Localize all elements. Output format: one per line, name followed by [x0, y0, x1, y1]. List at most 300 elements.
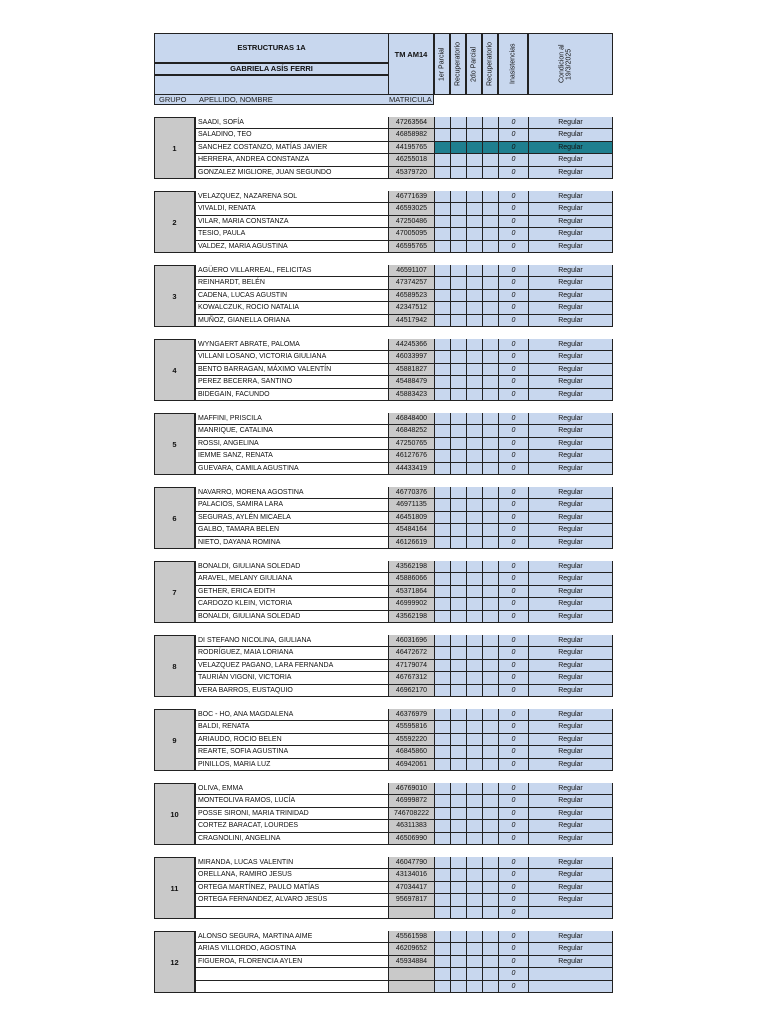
student-row[interactable] — [195, 882, 613, 894]
grade-recuperatorio-2[interactable] — [482, 203, 498, 215]
grade-parcial-2[interactable] — [466, 265, 482, 277]
grade-recuperatorio-1[interactable] — [450, 968, 466, 980]
grade-recuperatorio-1[interactable] — [450, 709, 466, 721]
grade-recuperatorio-2[interactable] — [482, 943, 498, 955]
student-row[interactable] — [195, 315, 613, 327]
grade-recuperatorio-2[interactable] — [482, 721, 498, 733]
student-row[interactable] — [195, 389, 613, 401]
grade-recuperatorio-1[interactable] — [450, 203, 466, 215]
grade-parcial-1[interactable] — [434, 956, 450, 968]
grade-recuperatorio-2[interactable] — [482, 746, 498, 758]
grade-recuperatorio-2[interactable] — [482, 611, 498, 623]
grade-parcial-2[interactable] — [466, 203, 482, 215]
grade-recuperatorio-1[interactable] — [450, 315, 466, 327]
grade-recuperatorio-2[interactable] — [482, 537, 498, 549]
grade-recuperatorio-1[interactable] — [450, 499, 466, 511]
grade-recuperatorio-2[interactable] — [482, 808, 498, 820]
grade-parcial-1[interactable] — [434, 216, 450, 228]
grade-parcial-1[interactable] — [434, 438, 450, 450]
grade-parcial-1[interactable] — [434, 487, 450, 499]
student-row[interactable] — [195, 869, 613, 881]
grade-recuperatorio-2[interactable] — [482, 894, 498, 906]
student-row[interactable] — [195, 586, 613, 598]
grade-parcial-2[interactable] — [466, 857, 482, 869]
student-row[interactable] — [195, 685, 613, 697]
grade-parcial-2[interactable] — [466, 586, 482, 598]
student-row[interactable] — [195, 956, 613, 968]
grade-parcial-1[interactable] — [434, 154, 450, 166]
grade-parcial-1[interactable] — [434, 339, 450, 351]
student-row[interactable] — [195, 598, 613, 610]
grade-recuperatorio-1[interactable] — [450, 290, 466, 302]
grade-recuperatorio-1[interactable] — [450, 450, 466, 462]
grade-parcial-2[interactable] — [466, 833, 482, 845]
grade-parcial-2[interactable] — [466, 351, 482, 363]
grade-parcial-1[interactable] — [434, 907, 450, 919]
student-row[interactable] — [195, 894, 613, 906]
grade-recuperatorio-2[interactable] — [482, 302, 498, 314]
grade-parcial-2[interactable] — [466, 537, 482, 549]
grade-recuperatorio-1[interactable] — [450, 216, 466, 228]
grade-recuperatorio-2[interactable] — [482, 290, 498, 302]
student-row[interactable] — [195, 228, 613, 240]
grade-recuperatorio-1[interactable] — [450, 672, 466, 684]
grade-parcial-2[interactable] — [466, 820, 482, 832]
grade-recuperatorio-1[interactable] — [450, 685, 466, 697]
grade-recuperatorio-2[interactable] — [482, 191, 498, 203]
student-row[interactable] — [195, 647, 613, 659]
grade-recuperatorio-2[interactable] — [482, 315, 498, 327]
grade-parcial-2[interactable] — [466, 228, 482, 240]
grade-recuperatorio-2[interactable] — [482, 167, 498, 179]
student-row[interactable] — [195, 537, 613, 549]
grade-parcial-1[interactable] — [434, 709, 450, 721]
grade-recuperatorio-1[interactable] — [450, 808, 466, 820]
grade-parcial-2[interactable] — [466, 438, 482, 450]
grade-parcial-1[interactable] — [434, 647, 450, 659]
grade-recuperatorio-1[interactable] — [450, 833, 466, 845]
grade-parcial-2[interactable] — [466, 795, 482, 807]
grade-recuperatorio-1[interactable] — [450, 783, 466, 795]
student-row[interactable] — [195, 512, 613, 524]
grade-recuperatorio-2[interactable] — [482, 216, 498, 228]
grade-recuperatorio-1[interactable] — [450, 425, 466, 437]
grade-recuperatorio-1[interactable] — [450, 647, 466, 659]
grade-parcial-1[interactable] — [434, 882, 450, 894]
student-row[interactable] — [195, 487, 613, 499]
grade-parcial-1[interactable] — [434, 228, 450, 240]
grade-parcial-1[interactable] — [434, 611, 450, 623]
grade-parcial-1[interactable] — [434, 376, 450, 388]
student-row[interactable] — [195, 413, 613, 425]
grade-recuperatorio-2[interactable] — [482, 635, 498, 647]
grade-recuperatorio-2[interactable] — [482, 154, 498, 166]
grade-parcial-2[interactable] — [466, 869, 482, 881]
grade-recuperatorio-1[interactable] — [450, 463, 466, 475]
grade-recuperatorio-2[interactable] — [482, 795, 498, 807]
student-row[interactable] — [195, 907, 613, 919]
grade-parcial-2[interactable] — [466, 499, 482, 511]
grade-parcial-1[interactable] — [434, 808, 450, 820]
grade-recuperatorio-2[interactable] — [482, 524, 498, 536]
student-row[interactable] — [195, 573, 613, 585]
grade-recuperatorio-2[interactable] — [482, 598, 498, 610]
grade-parcial-2[interactable] — [466, 339, 482, 351]
student-row[interactable] — [195, 931, 613, 943]
grade-recuperatorio-2[interactable] — [482, 142, 498, 154]
grade-parcial-2[interactable] — [466, 709, 482, 721]
grade-recuperatorio-1[interactable] — [450, 734, 466, 746]
grade-parcial-1[interactable] — [434, 598, 450, 610]
grade-parcial-2[interactable] — [466, 302, 482, 314]
grade-recuperatorio-1[interactable] — [450, 907, 466, 919]
grade-recuperatorio-2[interactable] — [482, 981, 498, 993]
grade-recuperatorio-1[interactable] — [450, 364, 466, 376]
student-row[interactable] — [195, 709, 613, 721]
grade-recuperatorio-1[interactable] — [450, 611, 466, 623]
student-row[interactable] — [195, 142, 613, 154]
grade-parcial-1[interactable] — [434, 351, 450, 363]
grade-recuperatorio-2[interactable] — [482, 129, 498, 141]
grade-recuperatorio-1[interactable] — [450, 228, 466, 240]
grade-recuperatorio-2[interactable] — [482, 450, 498, 462]
grade-parcial-1[interactable] — [434, 463, 450, 475]
grade-recuperatorio-2[interactable] — [482, 647, 498, 659]
student-row[interactable] — [195, 981, 613, 993]
grade-parcial-2[interactable] — [466, 241, 482, 253]
student-row[interactable] — [195, 857, 613, 869]
grade-recuperatorio-2[interactable] — [482, 364, 498, 376]
student-row[interactable] — [195, 759, 613, 771]
grade-recuperatorio-1[interactable] — [450, 981, 466, 993]
grade-recuperatorio-1[interactable] — [450, 561, 466, 573]
grade-parcial-1[interactable] — [434, 512, 450, 524]
grade-recuperatorio-2[interactable] — [482, 425, 498, 437]
grade-recuperatorio-1[interactable] — [450, 586, 466, 598]
grade-parcial-2[interactable] — [466, 660, 482, 672]
grade-parcial-2[interactable] — [466, 524, 482, 536]
grade-parcial-2[interactable] — [466, 167, 482, 179]
grade-parcial-2[interactable] — [466, 376, 482, 388]
grade-recuperatorio-1[interactable] — [450, 795, 466, 807]
student-row[interactable] — [195, 290, 613, 302]
grade-parcial-2[interactable] — [466, 413, 482, 425]
grade-parcial-2[interactable] — [466, 882, 482, 894]
student-row[interactable] — [195, 783, 613, 795]
grade-parcial-1[interactable] — [434, 117, 450, 129]
grade-recuperatorio-2[interactable] — [482, 241, 498, 253]
grade-recuperatorio-1[interactable] — [450, 154, 466, 166]
grade-parcial-1[interactable] — [434, 499, 450, 511]
student-row[interactable] — [195, 167, 613, 179]
grade-recuperatorio-1[interactable] — [450, 869, 466, 881]
grade-recuperatorio-1[interactable] — [450, 573, 466, 585]
student-row[interactable] — [195, 241, 613, 253]
grade-parcial-2[interactable] — [466, 364, 482, 376]
grade-recuperatorio-1[interactable] — [450, 167, 466, 179]
grade-recuperatorio-1[interactable] — [450, 956, 466, 968]
grade-recuperatorio-2[interactable] — [482, 463, 498, 475]
grade-parcial-1[interactable] — [434, 734, 450, 746]
grade-recuperatorio-1[interactable] — [450, 129, 466, 141]
grade-parcial-2[interactable] — [466, 425, 482, 437]
student-row[interactable] — [195, 795, 613, 807]
student-row[interactable] — [195, 425, 613, 437]
grade-recuperatorio-1[interactable] — [450, 598, 466, 610]
student-row[interactable] — [195, 450, 613, 462]
grade-parcial-2[interactable] — [466, 129, 482, 141]
grade-recuperatorio-2[interactable] — [482, 759, 498, 771]
grade-recuperatorio-2[interactable] — [482, 857, 498, 869]
grade-parcial-1[interactable] — [434, 759, 450, 771]
grade-recuperatorio-1[interactable] — [450, 537, 466, 549]
grade-parcial-1[interactable] — [434, 869, 450, 881]
grade-parcial-1[interactable] — [434, 561, 450, 573]
grade-recuperatorio-1[interactable] — [450, 721, 466, 733]
grade-recuperatorio-2[interactable] — [482, 660, 498, 672]
grade-recuperatorio-2[interactable] — [482, 573, 498, 585]
grade-recuperatorio-1[interactable] — [450, 882, 466, 894]
student-row[interactable] — [195, 351, 613, 363]
grade-recuperatorio-2[interactable] — [482, 228, 498, 240]
student-row[interactable] — [195, 154, 613, 166]
grade-recuperatorio-2[interactable] — [482, 265, 498, 277]
grade-parcial-1[interactable] — [434, 943, 450, 955]
grade-recuperatorio-2[interactable] — [482, 672, 498, 684]
grade-parcial-1[interactable] — [434, 635, 450, 647]
grade-parcial-2[interactable] — [466, 573, 482, 585]
grade-recuperatorio-1[interactable] — [450, 660, 466, 672]
student-row[interactable] — [195, 265, 613, 277]
grade-recuperatorio-2[interactable] — [482, 709, 498, 721]
grade-parcial-2[interactable] — [466, 290, 482, 302]
grade-parcial-1[interactable] — [434, 302, 450, 314]
grade-parcial-2[interactable] — [466, 981, 482, 993]
grade-parcial-1[interactable] — [434, 820, 450, 832]
grade-parcial-1[interactable] — [434, 524, 450, 536]
student-row[interactable] — [195, 660, 613, 672]
grade-recuperatorio-2[interactable] — [482, 783, 498, 795]
grade-parcial-2[interactable] — [466, 968, 482, 980]
grade-parcial-1[interactable] — [434, 315, 450, 327]
grade-parcial-1[interactable] — [434, 783, 450, 795]
grade-parcial-2[interactable] — [466, 746, 482, 758]
grade-parcial-2[interactable] — [466, 154, 482, 166]
grade-recuperatorio-2[interactable] — [482, 561, 498, 573]
student-row[interactable] — [195, 635, 613, 647]
grade-recuperatorio-1[interactable] — [450, 820, 466, 832]
grade-parcial-1[interactable] — [434, 450, 450, 462]
grade-recuperatorio-2[interactable] — [482, 882, 498, 894]
grade-parcial-1[interactable] — [434, 573, 450, 585]
student-row[interactable] — [195, 808, 613, 820]
student-row[interactable] — [195, 672, 613, 684]
grade-parcial-2[interactable] — [466, 808, 482, 820]
grade-parcial-2[interactable] — [466, 389, 482, 401]
grade-recuperatorio-2[interactable] — [482, 869, 498, 881]
grade-recuperatorio-1[interactable] — [450, 487, 466, 499]
student-row[interactable] — [195, 611, 613, 623]
grade-recuperatorio-1[interactable] — [450, 857, 466, 869]
grade-recuperatorio-1[interactable] — [450, 302, 466, 314]
grade-parcial-1[interactable] — [434, 167, 450, 179]
grade-recuperatorio-2[interactable] — [482, 512, 498, 524]
grade-parcial-1[interactable] — [434, 721, 450, 733]
grade-recuperatorio-1[interactable] — [450, 351, 466, 363]
grade-recuperatorio-2[interactable] — [482, 339, 498, 351]
grade-parcial-2[interactable] — [466, 672, 482, 684]
grade-parcial-2[interactable] — [466, 931, 482, 943]
grade-recuperatorio-1[interactable] — [450, 376, 466, 388]
student-row[interactable] — [195, 463, 613, 475]
student-row[interactable] — [195, 968, 613, 980]
grade-parcial-2[interactable] — [466, 216, 482, 228]
grade-parcial-1[interactable] — [434, 203, 450, 215]
student-row[interactable] — [195, 117, 613, 129]
grade-parcial-2[interactable] — [466, 635, 482, 647]
grade-recuperatorio-1[interactable] — [450, 759, 466, 771]
grade-parcial-1[interactable] — [434, 129, 450, 141]
grade-parcial-1[interactable] — [434, 660, 450, 672]
grade-recuperatorio-1[interactable] — [450, 524, 466, 536]
grade-recuperatorio-1[interactable] — [450, 265, 466, 277]
grade-recuperatorio-2[interactable] — [482, 277, 498, 289]
grade-recuperatorio-1[interactable] — [450, 389, 466, 401]
grade-parcial-1[interactable] — [434, 586, 450, 598]
student-row[interactable] — [195, 302, 613, 314]
grade-parcial-1[interactable] — [434, 290, 450, 302]
grade-parcial-2[interactable] — [466, 277, 482, 289]
grade-recuperatorio-1[interactable] — [450, 191, 466, 203]
grade-parcial-2[interactable] — [466, 598, 482, 610]
grade-parcial-1[interactable] — [434, 265, 450, 277]
grade-parcial-1[interactable] — [434, 277, 450, 289]
student-row[interactable] — [195, 191, 613, 203]
student-row[interactable] — [195, 524, 613, 536]
grade-recuperatorio-1[interactable] — [450, 746, 466, 758]
grade-parcial-2[interactable] — [466, 956, 482, 968]
grade-recuperatorio-2[interactable] — [482, 351, 498, 363]
grade-recuperatorio-2[interactable] — [482, 833, 498, 845]
grade-recuperatorio-1[interactable] — [450, 241, 466, 253]
grade-recuperatorio-1[interactable] — [450, 142, 466, 154]
student-row[interactable] — [195, 216, 613, 228]
grade-parcial-2[interactable] — [466, 117, 482, 129]
grade-recuperatorio-1[interactable] — [450, 635, 466, 647]
student-row[interactable] — [195, 561, 613, 573]
grade-recuperatorio-1[interactable] — [450, 277, 466, 289]
grade-recuperatorio-1[interactable] — [450, 339, 466, 351]
grade-parcial-2[interactable] — [466, 647, 482, 659]
student-row[interactable] — [195, 438, 613, 450]
grade-parcial-2[interactable] — [466, 512, 482, 524]
student-row[interactable] — [195, 746, 613, 758]
grade-recuperatorio-2[interactable] — [482, 438, 498, 450]
grade-recuperatorio-2[interactable] — [482, 389, 498, 401]
student-row[interactable] — [195, 820, 613, 832]
student-row[interactable] — [195, 833, 613, 845]
grade-recuperatorio-1[interactable] — [450, 943, 466, 955]
grade-parcial-1[interactable] — [434, 931, 450, 943]
grade-recuperatorio-2[interactable] — [482, 907, 498, 919]
student-row[interactable] — [195, 734, 613, 746]
grade-parcial-1[interactable] — [434, 795, 450, 807]
student-row[interactable] — [195, 277, 613, 289]
grade-parcial-2[interactable] — [466, 685, 482, 697]
grade-parcial-2[interactable] — [466, 487, 482, 499]
student-row[interactable] — [195, 203, 613, 215]
grade-parcial-1[interactable] — [434, 537, 450, 549]
student-row[interactable] — [195, 339, 613, 351]
grade-parcial-2[interactable] — [466, 783, 482, 795]
grade-parcial-2[interactable] — [466, 315, 482, 327]
grade-parcial-1[interactable] — [434, 746, 450, 758]
grade-recuperatorio-2[interactable] — [482, 968, 498, 980]
grade-recuperatorio-1[interactable] — [450, 931, 466, 943]
grade-parcial-2[interactable] — [466, 759, 482, 771]
grade-parcial-1[interactable] — [434, 857, 450, 869]
grade-parcial-1[interactable] — [434, 833, 450, 845]
grade-recuperatorio-2[interactable] — [482, 586, 498, 598]
grade-parcial-2[interactable] — [466, 721, 482, 733]
grade-parcial-1[interactable] — [434, 894, 450, 906]
grade-recuperatorio-2[interactable] — [482, 734, 498, 746]
grade-parcial-2[interactable] — [466, 894, 482, 906]
grade-recuperatorio-1[interactable] — [450, 117, 466, 129]
grade-parcial-1[interactable] — [434, 142, 450, 154]
student-row[interactable] — [195, 129, 613, 141]
student-row[interactable] — [195, 376, 613, 388]
grade-parcial-1[interactable] — [434, 389, 450, 401]
grade-parcial-1[interactable] — [434, 981, 450, 993]
grade-parcial-1[interactable] — [434, 968, 450, 980]
grade-recuperatorio-1[interactable] — [450, 894, 466, 906]
grade-parcial-2[interactable] — [466, 450, 482, 462]
grade-parcial-1[interactable] — [434, 413, 450, 425]
grade-recuperatorio-2[interactable] — [482, 413, 498, 425]
student-row[interactable] — [195, 364, 613, 376]
grade-parcial-2[interactable] — [466, 142, 482, 154]
grade-parcial-2[interactable] — [466, 463, 482, 475]
grade-recuperatorio-2[interactable] — [482, 376, 498, 388]
grade-recuperatorio-2[interactable] — [482, 820, 498, 832]
grade-recuperatorio-2[interactable] — [482, 499, 498, 511]
grade-recuperatorio-1[interactable] — [450, 512, 466, 524]
grade-parcial-1[interactable] — [434, 672, 450, 684]
grade-recuperatorio-1[interactable] — [450, 438, 466, 450]
student-row[interactable] — [195, 499, 613, 511]
grade-parcial-2[interactable] — [466, 907, 482, 919]
grade-parcial-2[interactable] — [466, 611, 482, 623]
grade-parcial-1[interactable] — [434, 685, 450, 697]
student-row[interactable] — [195, 721, 613, 733]
grade-recuperatorio-2[interactable] — [482, 956, 498, 968]
grade-parcial-2[interactable] — [466, 191, 482, 203]
student-row[interactable] — [195, 943, 613, 955]
grade-recuperatorio-1[interactable] — [450, 413, 466, 425]
grade-parcial-2[interactable] — [466, 943, 482, 955]
grade-parcial-1[interactable] — [434, 241, 450, 253]
grade-parcial-1[interactable] — [434, 191, 450, 203]
grade-recuperatorio-2[interactable] — [482, 487, 498, 499]
grade-parcial-2[interactable] — [466, 734, 482, 746]
grade-parcial-1[interactable] — [434, 425, 450, 437]
grade-parcial-2[interactable] — [466, 561, 482, 573]
grade-recuperatorio-2[interactable] — [482, 685, 498, 697]
grade-parcial-1[interactable] — [434, 364, 450, 376]
grade-recuperatorio-2[interactable] — [482, 117, 498, 129]
grade-recuperatorio-2[interactable] — [482, 931, 498, 943]
